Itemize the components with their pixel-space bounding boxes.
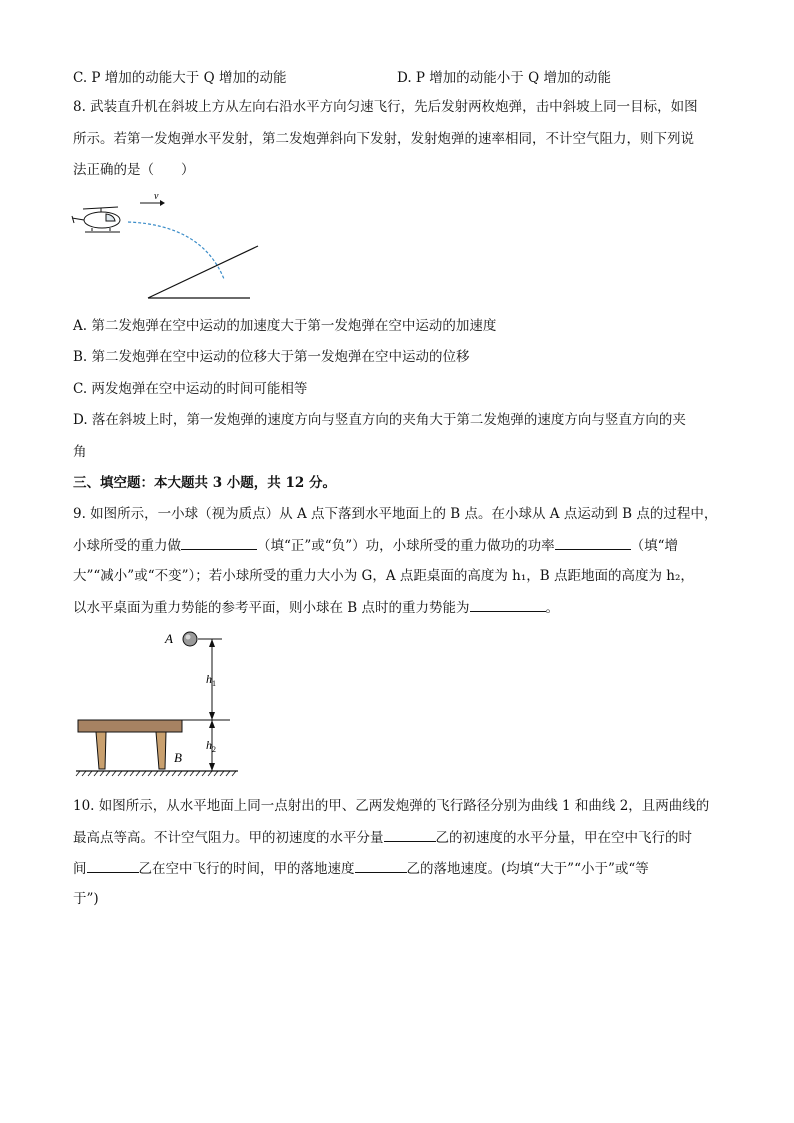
q8-option-a: A. 第二发炮弹在空中运动的加速度大于第一发炮弹在空中运动的加速度 bbox=[73, 318, 497, 334]
label-a: A bbox=[165, 631, 173, 646]
helicopter-icon bbox=[72, 207, 120, 232]
slope-line bbox=[148, 246, 258, 298]
q8-option-b: B. 第二发炮弹在空中运动的位移大于第一发炮弹在空中运动的位移 bbox=[73, 349, 470, 365]
table-top bbox=[78, 720, 182, 732]
q10-line-4: 于”) bbox=[73, 891, 99, 907]
q10-line-3 bbox=[73, 858, 723, 879]
q10-line-3-part-a: 间 bbox=[73, 861, 87, 877]
velocity-arrow bbox=[140, 200, 165, 206]
q10-blank-2[interactable] bbox=[87, 858, 139, 873]
q8-stem-line-3: 法正确的是（ ） bbox=[73, 162, 195, 178]
q9-line-2-part-b: （填“正”或“负”）功，小球所受的重力做功的功率 bbox=[257, 538, 555, 554]
label-h1: $h_1$ bbox=[206, 672, 216, 688]
q8-stem-line-2: 所示。若第一发炮弹水平发射，第二发炮弹斜向下发射，发射炮弹的速率相同，不计空气阻力，则下列说 bbox=[73, 131, 694, 147]
q9-line-4-part-b: 。 bbox=[545, 600, 560, 616]
q9-line-4-part-a: 以水平桌面为重力势能的参考平面，则小球在 B 点时的重力势能为 bbox=[73, 600, 470, 616]
q10-line-2 bbox=[73, 827, 723, 848]
q8-figure bbox=[70, 190, 270, 305]
q10-line-2-part-a: 最高点等高。不计空气阻力。甲的初速度的水平分量 bbox=[73, 830, 384, 846]
q8-stem-line-1: 8. 武装直升机在斜坡上方从左向右沿水平方向匀速飞行，先后发射两枚炮弹，击中斜坡上同一目标，如图 bbox=[73, 99, 698, 115]
q9-line-3: 大”“减小”或“不变”）；若小球所受的重力大小为 G，A 点距桌面的高度为 h₁，B 点距地面的高度为 h₂， bbox=[73, 568, 694, 584]
q9-blank-1[interactable] bbox=[181, 535, 257, 550]
label-h2: $h_2$ bbox=[206, 738, 216, 754]
q10-line-2-part-b: 乙的初速度的水平分量，甲在空中飞行的时 bbox=[435, 830, 692, 846]
section-3-heading: 三、填空题：本大题共 3 小题，共 12 分。 bbox=[73, 475, 336, 491]
label-b: B bbox=[174, 750, 182, 765]
q9-blank-2[interactable] bbox=[555, 535, 631, 550]
ball bbox=[183, 632, 197, 646]
q7-option-d: D. P 增加的动能小于 Q 增加的动能 bbox=[397, 70, 611, 86]
trajectory-curve bbox=[128, 222, 224, 279]
velocity-label: v bbox=[154, 191, 159, 202]
q8-option-c: C. 两发炮弹在空中运动的时间可能相等 bbox=[73, 381, 308, 397]
q8-option-d-line-2: 角 bbox=[73, 444, 87, 460]
q10-line-3-part-b: 乙在空中飞行的时间，甲的落地速度 bbox=[138, 861, 355, 877]
q10-blank-3[interactable] bbox=[355, 858, 407, 873]
q9-line-1: 9. 如图所示，一小球（视为质点）从 A 点下落到水平地面上的 B 点。在小球从 A 点运动到 B 点的过程中， bbox=[73, 506, 718, 522]
table-leg-right bbox=[156, 732, 166, 769]
q9-line-2 bbox=[73, 535, 723, 556]
q9-line-2-part-a: 小球所受的重力做 bbox=[73, 538, 181, 554]
q8-option-d-line-1: D. 落在斜坡上时，第一发炮弹的速度方向与竖直方向的夹角大于第二发炮弹的速度方向与竖直方向的夹 bbox=[73, 412, 686, 428]
q10-line-3-part-c: 乙的落地速度。(均填“大于”“小于”或“等 bbox=[406, 861, 649, 877]
table-leg-left bbox=[96, 732, 106, 769]
q7-option-c: C. P 增加的动能大于 Q 增加的动能 bbox=[73, 70, 287, 86]
q10-blank-1[interactable] bbox=[384, 827, 436, 842]
q9-figure bbox=[70, 625, 250, 780]
q9-blank-3[interactable] bbox=[470, 597, 546, 612]
q10-line-1: 10. 如图所示，从水平地面上同一点射出的甲、乙两发炮弹的飞行路径分别为曲线 1 和曲线 2，且两曲线的 bbox=[73, 798, 710, 814]
q9-line-2-part-c: （填“增 bbox=[630, 538, 679, 554]
q9-line-4 bbox=[73, 597, 723, 618]
